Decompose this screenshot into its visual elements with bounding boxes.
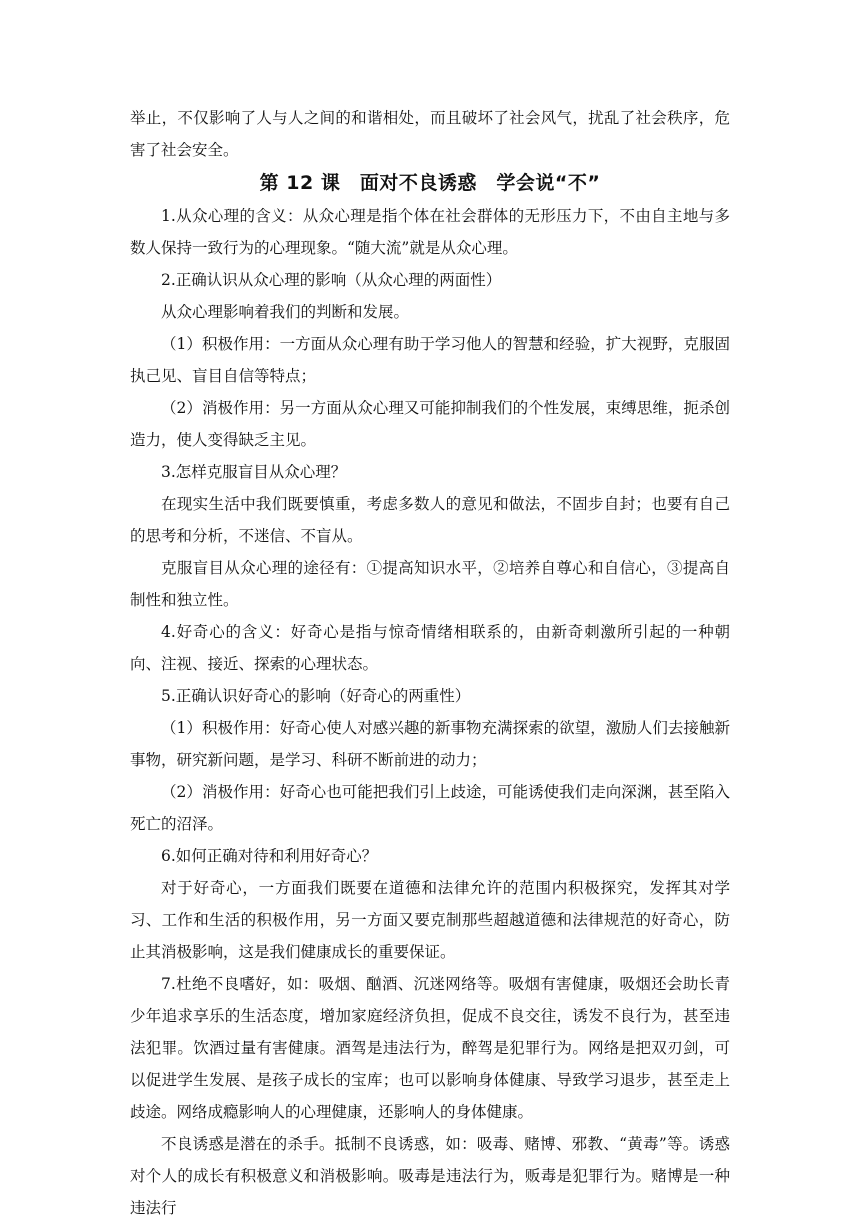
paragraph-conformity-definition: 1.从众心理的含义：从众心理是指个体在社会群体的无形压力下，不由自主地与多数人保持一致行为的心理现象。“随大流”就是从众心理。 xyxy=(130,207,730,257)
lesson-title: 第 12 课 面对不良诱惑 学会说“不” xyxy=(259,172,601,194)
document-page xyxy=(130,102,730,1224)
paragraph-conformity-influence-intro: 从众心理影响着我们的判断和发展。 xyxy=(161,303,410,321)
paragraph-conformity-positive: （1）积极作用：一方面从众心理有助于学习他人的智慧和经验，扩大视野，克服固执己见、盲目自信等特点； xyxy=(130,335,730,385)
paragraph-overcome-conformity-heading: 3.怎样克服盲目从众心理？ xyxy=(161,463,347,481)
paragraph-curiosity-positive: （1）积极作用：好奇心使人对感兴趣的新事物充满探索的欲望，激励人们去接触新事物，研究新问题，是学习、科研不断前进的动力； xyxy=(130,719,730,769)
paragraph-treat-curiosity-heading: 6.如何正确对待和利用好奇心？ xyxy=(161,847,378,865)
intro-continuation: 举止，不仅影响了人与人之间的和谐相处，而且破坏了社会风气，扰乱了社会秩序，危害了社会安全。 xyxy=(130,109,730,159)
paragraph-treat-curiosity-body: 对于好奇心，一方面我们既要在道德和法律允许的范围内积极探究，发挥其对学习、工作和生活的积极作用，另一方面又要克制那些超越道德和法律规范的好奇心，防止其消极影响，这是我们健康成长的重要保证。 xyxy=(130,879,730,961)
paragraph-bad-temptations: 不良诱惑是潜在的杀手。抵制不良诱惑，如：吸毒、赌博、邪教、“黄毒”等。诱惑对个人的成长有积极意义和消极影响。吸毒是违法行为，贩毒是犯罪行为。赌博是一种违法行 xyxy=(130,1135,730,1217)
paragraph-overcome-conformity-ways: 克服盲目从众心理的途径有：①提高知识水平，②培养自尊心和自信心，③提高自制性和独立性。 xyxy=(130,559,730,609)
paragraph-curiosity-influence-heading: 5.正确认识好奇心的影响（好奇心的两重性） xyxy=(161,687,471,705)
paragraph-conformity-negative: （2）消极作用：另一方面从众心理又可能抑制我们的个性发展，束缚思维，扼杀创造力，使人变得缺乏主见。 xyxy=(130,399,730,449)
paragraph-curiosity-definition: 4.好奇心的含义：好奇心是指与惊奇情绪相联系的，由新奇刺激所引起的一种朝向、注视、接近、探索的心理状态。 xyxy=(130,623,730,673)
paragraph-bad-habits: 7.杜绝不良嗜好，如：吸烟、酗酒、沉迷网络等。吸烟有害健康，吸烟还会助长青少年追求享乐的生活态度，增加家庭经济负担，促成不良交往，诱发不良行为，甚至违法犯罪。饮酒过量有害健康。酒驾是违法行为，醉驾是犯罪行为。网络是把双刃剑，可以促进学生发展、是孩子成长的宝库；也可以影响身体健康、导致学习退步，甚至走上歧途。网络成瘾影响人的心理健康，还影响人的身体健康。 xyxy=(130,975,730,1121)
paragraph-conformity-influence-heading: 2.正确认识从众心理的影响（从众心理的两面性） xyxy=(161,271,502,289)
paragraph-overcome-conformity-body: 在现实生活中我们既要慎重，考虑多数人的意见和做法，不固步自封；也要有自己的思考和分析，不迷信、不盲从。 xyxy=(130,495,730,545)
paragraph-curiosity-negative: （2）消极作用：好奇心也可能把我们引上歧途，可能诱使我们走向深渊，甚至陷入死亡的沼泽。 xyxy=(130,783,730,833)
